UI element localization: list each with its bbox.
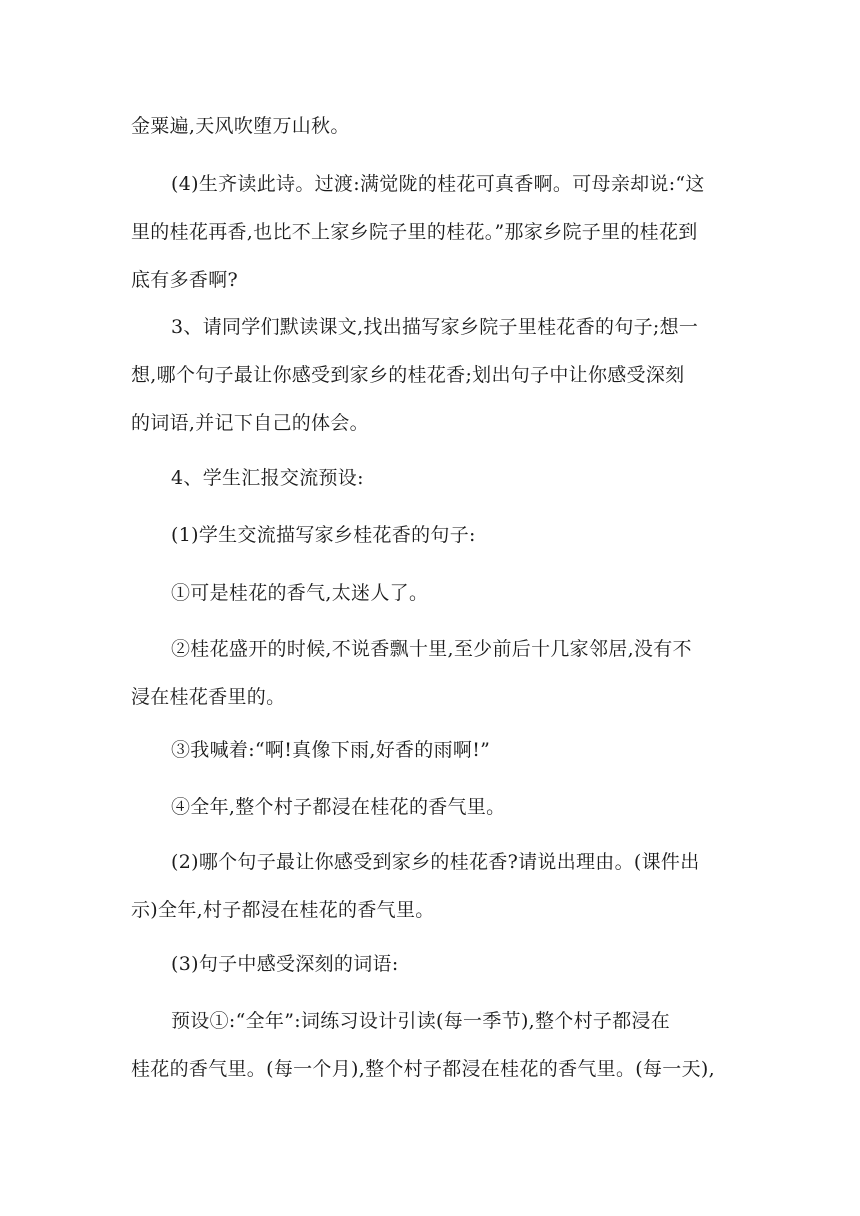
text-line: 里的桂花再香,也比不上家乡院子里的桂花。”那家乡院子里的桂花到 bbox=[131, 221, 698, 243]
paragraph-step-4-report bbox=[131, 454, 741, 502]
paragraph-sentence-1 bbox=[131, 569, 741, 617]
text-line: 的词语,并记下自己的体会。 bbox=[131, 412, 369, 434]
paragraph-sentence-3 bbox=[131, 726, 741, 774]
text-line: 底有多香啊? bbox=[131, 269, 238, 291]
text-line: 4、学生汇报交流预设: bbox=[171, 467, 364, 489]
paragraph-step-3-silent-reading bbox=[131, 303, 741, 447]
text-line: (4)生齐读此诗。过渡:满觉陇的桂花可真香啊。可母亲却说:“这 bbox=[171, 173, 705, 195]
paragraph-sentence-2 bbox=[131, 625, 741, 721]
text-line: 想,哪个句子最让你感受到家乡的桂花香;划出句子中让你感受深刻 bbox=[131, 364, 685, 386]
paragraph-preset-1 bbox=[131, 997, 741, 1093]
text-line: (2)哪个句子最让你感受到家乡的桂花香?请说出理由。(课件出 bbox=[171, 851, 700, 873]
paragraph-sub-2 bbox=[131, 838, 741, 934]
text-line: 浸在桂花香里的。 bbox=[131, 686, 286, 708]
text-line: (3)句子中感受深刻的词语: bbox=[171, 953, 399, 975]
paragraph-sub-1 bbox=[131, 511, 741, 559]
text-line: ②桂花盛开的时候,不说香飘十里,至少前后十几家邻居,没有不 bbox=[171, 638, 692, 660]
text-line: 预设①:“全年”:词练习设计引读(每一季节),整个村子都浸在 bbox=[171, 1010, 671, 1032]
paragraph-sentence-4 bbox=[131, 783, 741, 831]
paragraph-poem-end bbox=[131, 102, 741, 150]
text-line: (1)学生交流描写家乡桂花香的句子: bbox=[171, 524, 476, 546]
text-line: 3、请同学们默读课文,找出描写家乡院子里桂花香的句子;想一 bbox=[171, 316, 699, 338]
text-line: 金粟遍,天风吹堕万山秋。 bbox=[131, 115, 350, 137]
text-line: 桂花的香气里。(每一个月),整个村子都浸在桂花的香气里。(每一天), bbox=[131, 1058, 715, 1080]
text-line: 示)全年,村子都浸在桂花的香气里。 bbox=[131, 899, 435, 921]
text-line: ④全年,整个村子都浸在桂花的香气里。 bbox=[171, 796, 506, 818]
paragraph-step-4-reading bbox=[131, 160, 741, 304]
paragraph-sub-3 bbox=[131, 940, 741, 988]
text-line: ③我喊着:“啊!真像下雨,好香的雨啊!” bbox=[171, 739, 491, 761]
text-line: ①可是桂花的香气,太迷人了。 bbox=[171, 582, 429, 604]
